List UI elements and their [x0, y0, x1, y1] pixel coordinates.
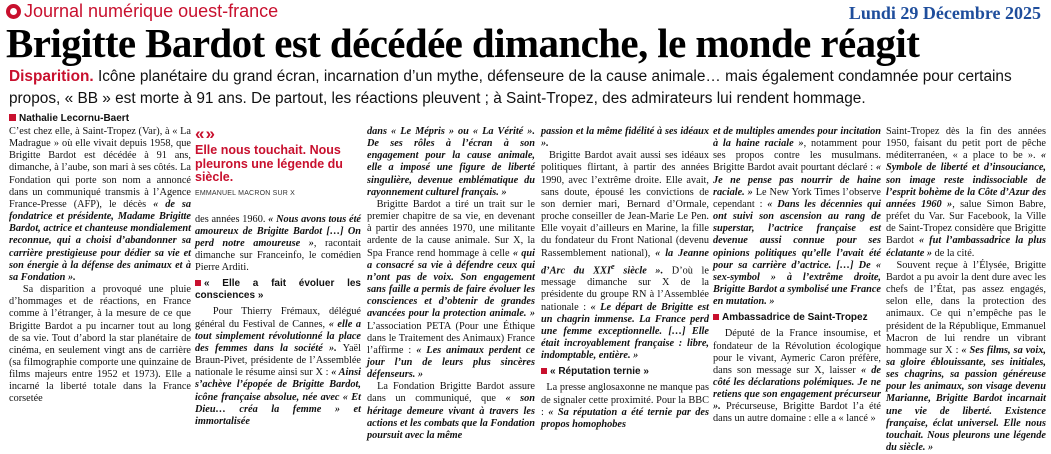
quote-text: « Ses films, sa voix, sa gloire éblouissante, ses initiales, ses chagrins, sa passion généreuse pour les animaux, son visage devenu Marianne, Brigitte Bardot incarnait une vie de liberté. Existence française, éclat universel. Elle nous touchait. Nous pleurons une légende du siècle. »	[886, 344, 1046, 454]
subheading-text: « Réputation ternie »	[550, 366, 649, 378]
byline-square-icon	[9, 114, 16, 121]
quote-text: « Les animaux perdent ce jour l’un de leurs plus sincères défenseurs. »	[367, 344, 535, 381]
brand-logo-icon	[6, 4, 21, 19]
body-text: La Fondation Brigitte Bardot assure dans un communiqué, que	[367, 381, 535, 405]
column-5	[713, 126, 881, 437]
body-text: Souvent reçue à l’Élysée, Brigitte Bardot a pu avoir la dent dure avec les chefs de l’État, pas assez engagés, selon elle, dans la protection des animaux. Ce qui n’empêche pas le président de la République, Emmanuel Macron de lui rendre un vibrant hommage sur X :	[886, 259, 1046, 356]
paragraph	[367, 126, 535, 199]
body-text: Pour Thierry Frémaux, délégué général du Festival de Cannes,	[195, 306, 362, 330]
paragraph	[713, 328, 881, 425]
standfirst	[9, 66, 1043, 110]
body-text: Député de la France insoumise, et fondateur de la Révolution écologique pour le vivant, Aymeric Caron préfère, dans son message sur X, laisser	[713, 328, 881, 376]
body-text: des années 1960.	[195, 213, 269, 225]
quote-text: « elle a tout simplement révolutionné la place des femmes dans la société ».	[195, 318, 361, 354]
quote-text: et de multiples amendes pour incitation à la haine raciale »	[713, 126, 881, 150]
quote-text: « son héritage demeure vivant à travers les actions et les combats que la Fondation poursuit avec la même	[367, 393, 536, 441]
quote-text: « de côté les déclarations polémiques. Je ne retiens que son engagement précurseur ».	[713, 364, 881, 413]
paragraph	[9, 126, 191, 284]
quote-text: « qui a consacré sa vie à défendre ceux qui n’ont pas de voix. Son engagement sans faille a permis de faire évoluer les consciences et d’obtenir de grandes avancées pour la protection animale. »	[367, 247, 535, 320]
paragraph	[9, 284, 191, 406]
quote-text: « Le départ de Brigitte est un chagrin immense. La France perd une femme exceptionnelle. […] Elle était incroyablement française : libre, indomptable, entière. »	[541, 301, 709, 362]
article-headline: Brigitte Bardot est décédée dimanche, le monde réagit	[6, 20, 920, 66]
quote-text: « Nous avons tous été amoureux de Brigitte Bardot […] On perd notre amoureuse »	[195, 213, 361, 249]
brand-label: Journal numérique ouest-france	[24, 1, 279, 21]
paragraph	[886, 126, 1046, 260]
column-2	[195, 126, 361, 437]
standfirst-text: Icône planétaire du grand écran, incarnation d’un mythe, défenseure de la cause animale… mais également condamnée pour certains propos, « BB » est morte à 91 ans. De partout, les réactions pleuvent ; à Saint-Tropez, des admirateurs lui rendent hommage.	[9, 68, 1012, 107]
quote-text: « de sa fondatrice et présidente, Madame Brigitte Bardot, actrice et chanteuse mondialement reconnue, qui a choisi d’abandonner sa carrière prestigieuse pour dédier sa vie et son énergie à la défense des animaux et à sa Fondation ».	[9, 198, 191, 283]
subheading-text: « Elle a fait évoluer les consciences »	[195, 278, 361, 302]
subheading-text: Ambassadrice de Saint-Tropez	[722, 312, 868, 324]
body-text: Saint-Tropez dès la fin des années 1950, faisant du petit port de pêche méditerranéen, « a place to be ».	[886, 126, 1046, 162]
quote-text: « Je ne pense pas nourrir de haine raciale. »	[713, 162, 881, 198]
paragraph	[541, 126, 709, 150]
body-text: , salue Simon Babre, préfet du Var. Sur Facebook, la Ville de Saint-Tropez considère que Brigitte Bardot	[886, 198, 1047, 247]
paragraph	[541, 382, 709, 431]
body-text: Le New York Times l’observe cependant :	[713, 186, 881, 210]
subheading-square-icon	[541, 368, 547, 374]
subheading-square-icon	[195, 280, 201, 286]
subheading	[713, 312, 881, 324]
quote-text: « la Jeanne d’Arc du XXI	[541, 247, 709, 277]
body-text: La presse anglosaxonne ne manque pas de signaler cette proximité. Pour la BBC :	[541, 382, 709, 418]
column-1	[9, 126, 191, 437]
paragraph	[195, 306, 361, 428]
paragraph	[195, 214, 361, 275]
body-text: de la cité.	[932, 247, 975, 259]
quote-text: dans « Le Mépris » ou « La Vérité ». De ses rôles à l’écran à son engagement pour la cause animale, elle a imposé une figure de liberté singulière, devenue emblématique du rayonnement culturel français. »	[367, 126, 535, 198]
paragraph	[367, 381, 535, 442]
paragraph	[367, 199, 535, 381]
column-6	[886, 126, 1047, 454]
quote-text: « Dans les décennies qui ont suivi son ascension au rang de superstar, l’actrice française est devenue aussi connue pour ses opinions politiques qu’elle l’avait été pour sa carrière d’actrice. […] De « sex-symbol » à l’extrême droite, Brigitte Bardot a symbolisé une France en mutation. »	[713, 198, 881, 308]
pull-quote-text: Elle nous touchait. Nous pleurons une légende du siècle.	[195, 143, 343, 184]
brand-name[interactable]	[6, 1, 278, 22]
body-text: Sa disparition a provoqué une pluie d’hommages et de réactions, en France comme à l’étranger, à la mesure de ce que Brigitte Bardot a pu incarner tout au long de sa vie. Tout d’abord la star planétaire de cinéma, en seulement vingt ans de carrière (sa filmographie comporte une quinzaine de films majeurs entre 1952 et 1973). Elle a incarné la liberté totale dans la France corsetée	[9, 284, 191, 405]
superscript: e	[610, 260, 615, 271]
column-3	[367, 126, 536, 441]
quote-text: « Sa réputation a été ternie par des propos homophobes	[541, 406, 709, 430]
subheading	[195, 278, 361, 302]
subheading-square-icon	[713, 314, 719, 320]
subheading	[541, 366, 709, 378]
pull-quote-attribution: EMMANUEL MACRON SUR X	[195, 189, 296, 197]
quote-text: « Symbole de liberté et d’insouciance, son image reste indissociable de l’esprit bohème de la Côte d’Azur des années 1960 »	[886, 150, 1046, 210]
column-4	[541, 126, 709, 437]
body-text: Brigitte Bardot avait aussi ses idéaux politiques flirtant, à partir des années 1990, avec l’extrême droite. Elle avait, sans doute, épousé les convictions de son dernier mari, Bernard d’Ormale, proche conseiller de Jean-Marie Le Pen. Elle voyait d’ailleurs en Marine, la fille du fondateur du Front National (devenu Rassemblement national),	[541, 150, 709, 259]
pull-quote	[195, 126, 361, 200]
quote-text: siècle ».	[614, 265, 664, 277]
kicker: Disparition.	[9, 68, 94, 85]
body-text: Précurseuse, Brigitte Bardot l’a été dans un autre domaine : elle a « lancé »	[713, 401, 881, 425]
quote-text: passion et la même fidélité à ses idéaux ».	[541, 126, 709, 150]
quote-marks-icon: «»	[195, 124, 216, 143]
quote-text: « fut l’ambassadrice la plus éclatante »	[886, 235, 1046, 259]
body-text: C’est chez elle, à Saint-Tropez (Var), à « La Madrague » où elle vivait depuis 1958, que Brigitte Bardot est décédée à 91 ans, dimanche, à l’aube, son mari à ses côtés. La Fondation qui porte son nom a annoncé dans un communiqué transmis à l’Agence France-Presse (AFP), le décès	[9, 126, 191, 210]
author-name: Nathalie Lecornu-Baert	[19, 113, 130, 124]
body-text: Yaël Braun-Pivet, présidente de l’Assemblée nationale le résume ainsi sur X :	[195, 342, 361, 379]
paragraph	[541, 150, 709, 362]
byline	[9, 113, 129, 124]
publication-date: Lundi 29 Décembre 2025	[848, 3, 1041, 23]
body-text: L’association PETA (Pour une Éthique dans le Traitement des Animaux) France l’affirme :	[367, 320, 535, 356]
quote-text: « Ainsi s’achève l’épopée de Brigitte Bardot, icône française absolue, née avec « Et Dieu… créa la femme » et immortalisée	[195, 367, 361, 427]
body-text: D’où le message dimanche sur X de la présidente du groupe RN à l’Assemblée nationale :	[541, 265, 709, 313]
body-text: , notamment pour ses propos contre les musulmans. Brigitte Bardot avait pourtant déclaré :	[713, 138, 881, 174]
body-text: , racontait dimanche sur Franceinfo, le comédien Pierre Arditi.	[195, 237, 361, 274]
paragraph	[713, 126, 881, 308]
body-text: Brigitte Bardot a tiré un trait sur le premier chapitre de sa vie, en devenant à partir des années 1970, une militante ardente de la cause animale. Sur X, la Spa France rend hommage à celle	[367, 198, 535, 259]
paragraph	[886, 260, 1046, 454]
